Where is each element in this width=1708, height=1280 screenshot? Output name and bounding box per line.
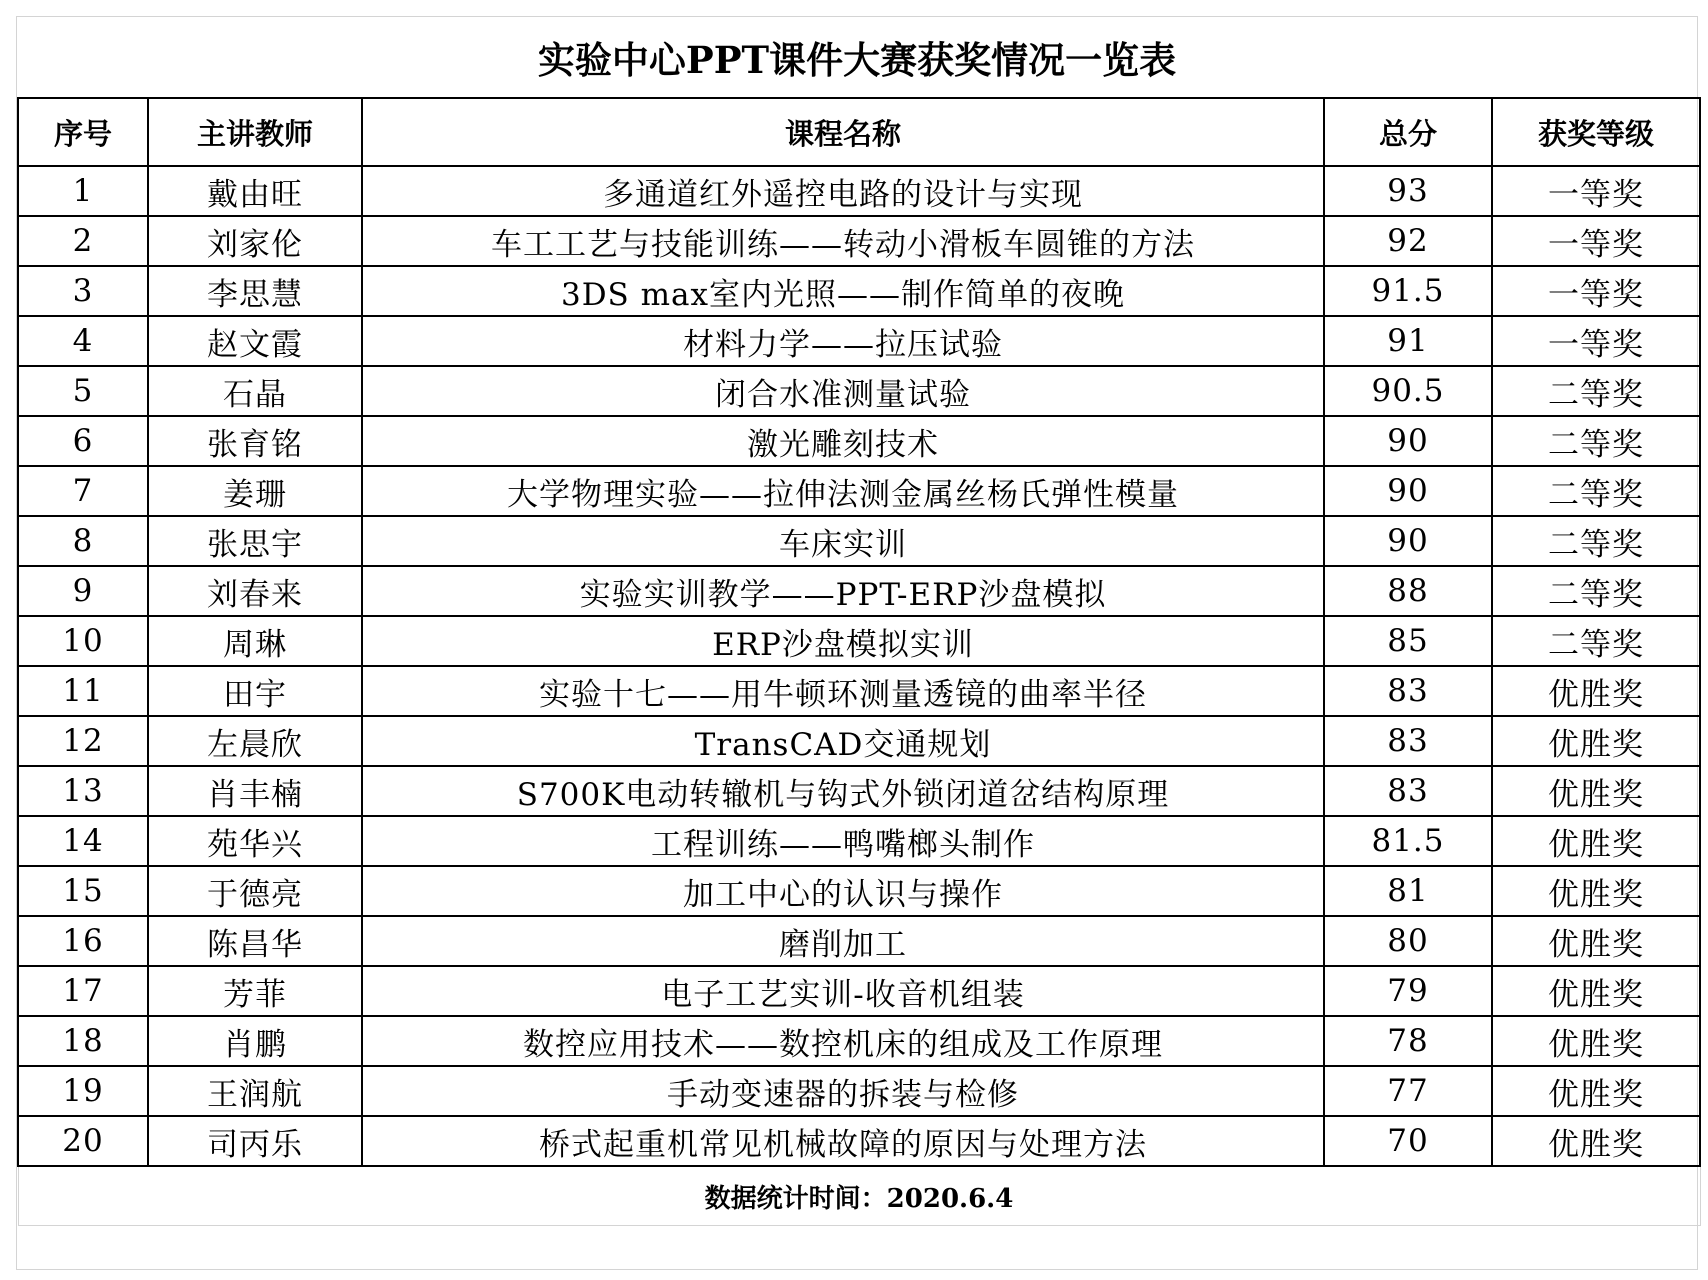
cell-award: 优胜奖	[1492, 666, 1700, 716]
cell-score: 90	[1324, 516, 1492, 566]
cell-award: 二等奖	[1492, 416, 1700, 466]
cell-teacher: 石晶	[148, 366, 362, 416]
cell-no: 18	[18, 1016, 148, 1066]
cell-course: 桥式起重机常见机械故障的原因与处理方法	[362, 1116, 1324, 1166]
cell-award: 二等奖	[1492, 566, 1700, 616]
cell-no: 6	[18, 416, 148, 466]
table-title: 实验中心PPT课件大赛获奖情况一览表	[537, 37, 1177, 82]
cell-no: 17	[18, 966, 148, 1016]
cell-teacher: 田宇	[148, 666, 362, 716]
cell-score: 79	[1324, 966, 1492, 1016]
table-row	[18, 716, 1700, 766]
table-row	[18, 416, 1700, 466]
cell-score: 77	[1324, 1066, 1492, 1116]
header-teacher: 主讲教师	[148, 98, 362, 166]
cell-no: 3	[18, 266, 148, 316]
cell-no: 20	[18, 1116, 148, 1166]
cell-course: 多通道红外遥控电路的设计与实现	[362, 166, 1324, 216]
cell-score: 78	[1324, 1016, 1492, 1066]
cell-award: 一等奖	[1492, 216, 1700, 266]
table-row	[18, 616, 1700, 666]
cell-no: 7	[18, 466, 148, 516]
cell-course: 加工中心的认识与操作	[362, 866, 1324, 916]
cell-teacher: 刘家伦	[148, 216, 362, 266]
cell-score: 90	[1324, 466, 1492, 516]
table-row	[18, 1066, 1700, 1116]
cell-no: 2	[18, 216, 148, 266]
table-row	[18, 366, 1700, 416]
cell-course: 手动变速器的拆装与检修	[362, 1066, 1324, 1116]
table-row	[18, 766, 1700, 816]
cell-score: 91.5	[1324, 266, 1492, 316]
cell-score: 81	[1324, 866, 1492, 916]
cell-no: 14	[18, 816, 148, 866]
cell-award: 优胜奖	[1492, 716, 1700, 766]
cell-course: ERP沙盘模拟实训	[362, 616, 1324, 666]
cell-no: 1	[18, 166, 148, 216]
cell-no: 10	[18, 616, 148, 666]
header-course: 课程名称	[362, 98, 1324, 166]
footer-row	[18, 1166, 1700, 1226]
cell-teacher: 周琳	[148, 616, 362, 666]
cell-award: 一等奖	[1492, 266, 1700, 316]
cell-award: 一等奖	[1492, 166, 1700, 216]
cell-award: 优胜奖	[1492, 816, 1700, 866]
cell-no: 9	[18, 566, 148, 616]
cell-teacher: 张思宇	[148, 516, 362, 566]
cell-score: 83	[1324, 716, 1492, 766]
cell-no: 13	[18, 766, 148, 816]
header-award: 获奖等级	[1492, 98, 1700, 166]
cell-course: 实验实训教学——PPT-ERP沙盘模拟	[362, 566, 1324, 616]
cell-no: 5	[18, 366, 148, 416]
cell-teacher: 于德亮	[148, 866, 362, 916]
table-row	[18, 666, 1700, 716]
cell-course: S700K电动转辙机与钩式外锁闭道岔结构原理	[362, 766, 1324, 816]
cell-course: 磨削加工	[362, 916, 1324, 966]
cell-teacher: 王润航	[148, 1066, 362, 1116]
cell-award: 优胜奖	[1492, 1016, 1700, 1066]
cell-award: 优胜奖	[1492, 1116, 1700, 1166]
cell-course: 电子工艺实训-收音机组装	[362, 966, 1324, 1016]
cell-teacher: 张育铭	[148, 416, 362, 466]
cell-no: 19	[18, 1066, 148, 1116]
cell-course: 闭合水准测量试验	[362, 366, 1324, 416]
cell-teacher: 姜珊	[148, 466, 362, 516]
cell-no: 15	[18, 866, 148, 916]
cell-score: 80	[1324, 916, 1492, 966]
cell-course: 数控应用技术——数控机床的组成及工作原理	[362, 1016, 1324, 1066]
table-row	[18, 866, 1700, 916]
table-row	[18, 566, 1700, 616]
cell-no: 16	[18, 916, 148, 966]
awards-table	[17, 97, 1701, 1226]
table-row	[18, 216, 1700, 266]
cell-score: 90	[1324, 416, 1492, 466]
cell-award: 二等奖	[1492, 616, 1700, 666]
cell-award: 二等奖	[1492, 466, 1700, 516]
cell-score: 91	[1324, 316, 1492, 366]
table-row	[18, 916, 1700, 966]
table-row	[18, 816, 1700, 866]
cell-score: 83	[1324, 666, 1492, 716]
table-row	[18, 166, 1700, 216]
cell-score: 90.5	[1324, 366, 1492, 416]
cell-course: TransCAD交通规划	[362, 716, 1324, 766]
cell-score: 85	[1324, 616, 1492, 666]
cell-score: 93	[1324, 166, 1492, 216]
cell-score: 81.5	[1324, 816, 1492, 866]
cell-teacher: 司丙乐	[148, 1116, 362, 1166]
cell-no: 11	[18, 666, 148, 716]
table-row	[18, 316, 1700, 366]
table-row	[18, 516, 1700, 566]
cell-score: 83	[1324, 766, 1492, 816]
cell-course: 激光雕刻技术	[362, 416, 1324, 466]
cell-award: 优胜奖	[1492, 1066, 1700, 1116]
cell-teacher: 左晨欣	[148, 716, 362, 766]
spreadsheet-sheet	[16, 16, 1698, 1270]
header-row	[18, 98, 1700, 166]
cell-award: 优胜奖	[1492, 916, 1700, 966]
cell-score: 88	[1324, 566, 1492, 616]
cell-no: 8	[18, 516, 148, 566]
cell-course: 工程训练——鸭嘴榔头制作	[362, 816, 1324, 866]
cell-teacher: 芳菲	[148, 966, 362, 1016]
cell-teacher: 陈昌华	[148, 916, 362, 966]
table-row	[18, 266, 1700, 316]
cell-award: 一等奖	[1492, 316, 1700, 366]
cell-award: 优胜奖	[1492, 766, 1700, 816]
table-row	[18, 1116, 1700, 1166]
cell-course: 车床实训	[362, 516, 1324, 566]
cell-award: 二等奖	[1492, 516, 1700, 566]
header-no: 序号	[18, 98, 148, 166]
cell-score: 92	[1324, 216, 1492, 266]
cell-teacher: 肖丰楠	[148, 766, 362, 816]
cell-course: 3DS max室内光照——制作简单的夜晚	[362, 266, 1324, 316]
cell-teacher: 肖鹏	[148, 1016, 362, 1066]
cell-no: 4	[18, 316, 148, 366]
header-score: 总分	[1324, 98, 1492, 166]
cell-course: 车工工艺与技能训练——转动小滑板车圆锥的方法	[362, 216, 1324, 266]
cell-teacher: 苑华兴	[148, 816, 362, 866]
cell-award: 优胜奖	[1492, 866, 1700, 916]
table-row	[18, 1016, 1700, 1066]
cell-no: 12	[18, 716, 148, 766]
cell-teacher: 戴由旺	[148, 166, 362, 216]
cell-teacher: 刘春来	[148, 566, 362, 616]
cell-course: 材料力学——拉压试验	[362, 316, 1324, 366]
cell-score: 70	[1324, 1116, 1492, 1166]
stat-time-note: 数据统计时间：2020.6.4	[18, 1166, 1700, 1226]
table-row	[18, 466, 1700, 516]
cell-award: 优胜奖	[1492, 966, 1700, 1016]
cell-award: 二等奖	[1492, 366, 1700, 416]
cell-course: 实验十七——用牛顿环测量透镜的曲率半径	[362, 666, 1324, 716]
table-row	[18, 966, 1700, 1016]
cell-teacher: 李思慧	[148, 266, 362, 316]
cell-course: 大学物理实验——拉伸法测金属丝杨氏弹性模量	[362, 466, 1324, 516]
cell-teacher: 赵文霞	[148, 316, 362, 366]
